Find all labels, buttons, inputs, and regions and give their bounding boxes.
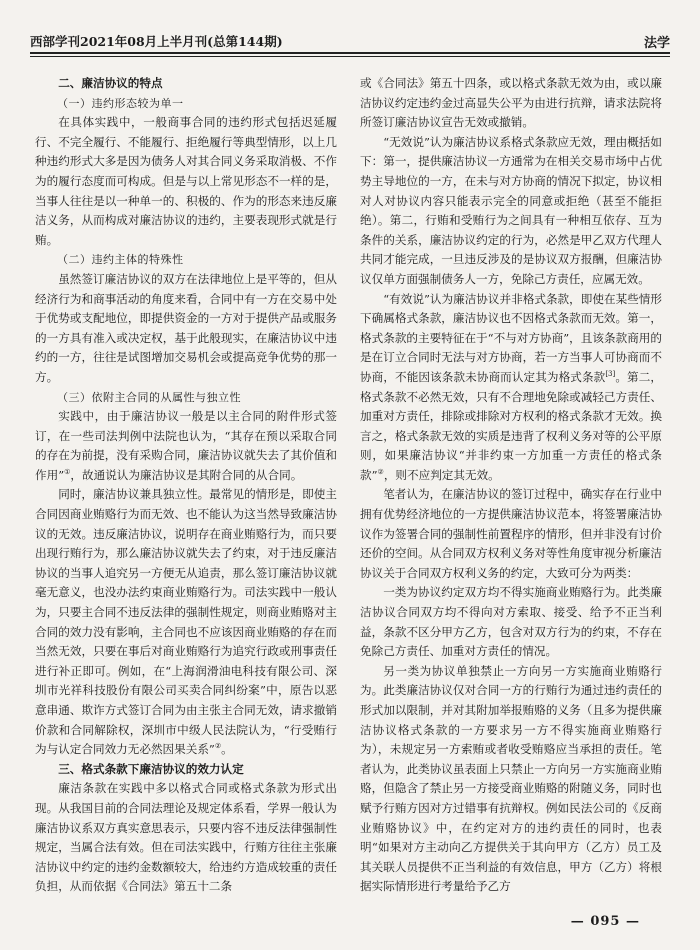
paragraph-text: 另一类为协议单独禁止一方向另一方实施商业贿赂行为。此类廉洁协议仅对合同一方的行贿行为通过违约责任的形式加以限制，并对其附加举报贿赂的义务（且多为提供廉洁协议格式条款的一方要求另一方不得实施商业贿赂行为），未规定另一方索贿或者收受贿赂应当承担的责任。笔者认为，此类协议虽表面上只禁止一方向另一方实施商业贿赂，但隐含了禁止另一方接受商业贿赂的附随义务，同时也赋予行贿方因对方过错事有抗辩权。例如民法公司的《反商业贿赂协议》中，在约定对方的违约责任的同时，也表明“如果对方主动向乙方提供关于其向甲方（乙方）员工及其关联人员提供不正当利益的有效信息，甲方（乙方）将根据实际情形进行考量给予乙方	[360, 663, 662, 894]
paragraph-text: ，则不应判定其无效。	[383, 467, 500, 482]
paragraph-text: 同时，廉洁协议兼具独立性。最常见的情形是，即使主合同因商业贿赂行为而无效、也不能认为这当然导致廉洁协议的无效。违反廉洁协议，说明存在商业贿赂行为，而只要出现行贿行为，那么廉洁协议就失去了约束，对于违反廉洁协议的当事人追究另一方便无从追责，那么签订廉洁协议就毫无意义，也没办法约束商业贿赂行为。司法实践中一般认为，只要主合同不违反法律的强制性规定，则商业贿赂对主合同的效力没有影响，主合同也不应该因商业贿赂的存在而当然无效，只要在事后对商业贿赂行为追究行政或刑事责任进行补正即可。例如，在“上海润滑油电科技有限公司、深圳市光祥科技股份有限公司买卖合同纠纷案”中，原告以恶意串通、欺诈方式签订合同为由主张主合同无效，请求撤销价款和合同解除权，深圳市中级人民法院认为，“行受贿行为与认定合同效力无必然因果关系”	[35, 487, 337, 757]
section-heading	[35, 760, 337, 780]
body-paragraph	[35, 779, 337, 897]
paragraph-text: ，故通说认为廉洁协议是其附合同的从合同。	[70, 467, 303, 482]
left-column	[35, 74, 337, 897]
paragraph-text: 一类为协议约定双方均不得实施商业贿赂行为。此类廉洁协议合同双方均不得向对方索取、接受、给予不正当利益，条款不区分甲方乙方，包含对双方行为的约束，不存在免除己方责任、加重对方责任的情况。	[360, 585, 662, 659]
paragraph-text: “无效说”认为廉洁协议系格式条款应无效，理由概括如下：第一，提供廉洁协议一方通常为在相关交易市场中占优势主导地位的一方，在未与对方协商的情况下拟定，协议相对人对协议内容只能表示完全的同意或拒绝（甚至不能拒绝）。第二，行贿和受贿行为之间具有一种相互依存、互为条件的关系，廉洁协议约定的行为，必然是甲乙双方代理人共同才能完成，一旦违反涉及的是协议双方报酬，但廉洁协议仅单方面强制债务人一方，免除己方责任，应属无效。	[360, 134, 662, 286]
body-paragraph	[35, 407, 337, 485]
page-number: — 095 —	[570, 914, 640, 929]
header-rule-thick	[30, 52, 670, 54]
subsection-heading	[35, 94, 337, 114]
journal-title: 西部学刊2021年08月上半月刊(总第144期)	[30, 34, 283, 49]
paragraph-text: 三、格式条款下廉洁协议的效力认定	[58, 761, 244, 776]
paragraph-text: （一）违约形态较为单一	[57, 96, 184, 110]
paragraph-text: “有效说”认为廉洁协议并非格式条款，即使在某些情形下确属格式条款，廉洁协议也不因格式条款而无效。第一，格式条款的主要特征在于“不与对方协商”，且该条款商用的是在订立合同时无法与对方协商，若一方当事人可协商而不协商，不能因该条款未协商而认定其为格式条款	[360, 291, 662, 384]
body-paragraph	[360, 662, 662, 897]
paragraph-text: 笔者认为，在廉洁协议的签订过程中，确实存在行业中拥有优势经济地位的一方提供廉洁协议范本，将签署廉洁协议作为签署合同的强制性前置程序的情形，但并非没有讨价还价的空间。从合同双方权利义务对等性角度审视分析廉洁协议关于合同双方权利义务的约定，大致可分为两类：	[360, 487, 662, 580]
subsection-heading	[35, 388, 337, 408]
paragraph-text: 或《合同法》第五十四条，或以格式条款无效为由，或以廉洁协议约定违约金过高显失公平为由进行抗辩，请求法院将所签订廉洁协议宣告无效或撤销。	[360, 76, 662, 130]
paragraph-text: 虽然签订廉洁协议的双方在法律地位上是平等的，但从经济行为和商事活动的角度来看，合同中有一方在交易中处于优势或支配地位，即提供资金的一方对于提供产品或服务的一方具有准入或决定权，基于此般现实，在廉洁协议中违约的一方，往往是试图增加交易机会或提高竞争优势的那一方。	[35, 271, 337, 384]
paragraph-text: 廉洁条款在实践中多以格式合同或格式条款为形式出现。从我国目前的合同法理论及规定体系看，学界一般认为廉洁协议系双方真实意思表示，只要内容不违反法律强制性规定，当属合法有效。但在司法实践中，行贿方往往主张廉洁协议中约定的违约金数额较大，给违约方造成较重的责任负担，从而依据《合同法》第五十二条	[35, 781, 337, 894]
body-paragraph	[35, 270, 337, 388]
subsection-heading	[35, 250, 337, 270]
paragraph-text: （三）依附主合同的从属性与独立性	[57, 390, 241, 404]
paragraph-text: 。	[221, 742, 233, 757]
footnote-marker: ②	[214, 742, 222, 751]
footnote-marker: ②	[377, 468, 384, 477]
paragraph-text: 二、廉洁协议的特点	[58, 76, 163, 90]
body-paragraph	[360, 290, 662, 486]
footnote-marker: ①	[64, 468, 71, 477]
section-label: 法学	[643, 36, 670, 51]
body-paragraph	[360, 485, 662, 583]
page-header	[30, 30, 670, 60]
body-paragraph	[35, 485, 337, 759]
body-paragraph	[360, 74, 662, 133]
paragraph-text: 在具体实践中，一般商事合同的违约形式包括迟延履行、不完全履行、不能履行、拒绝履行等典型情形，以上几种违约形式大多是因为债务人对其合同义务采取消极、不作为的履行态度而可构成。但是与以上常见形态不一样的是，当事人往往是以一种单一的、积极的、作为的形态来违反廉洁义务，从而构成对廉洁协议的违约，主要表现形式就是行贿。	[35, 115, 337, 247]
body-paragraph	[360, 133, 662, 290]
paragraph-text: 实践中，由于廉洁协议一般是以主合同的附件形式签订，在一些司法判例中法院也认为，“其存在预以采取合同的存在为前提，没有采购合同，廉洁协议就失去了其价值和作用”	[35, 409, 337, 482]
footnote-marker: [3]	[605, 370, 616, 379]
paragraph-text: （二）违约主体的特殊性	[57, 253, 184, 267]
header-rule-thin	[30, 56, 670, 57]
body-paragraph	[360, 583, 662, 661]
body-paragraph	[35, 113, 337, 250]
section-heading	[35, 74, 337, 94]
paragraph-text: 。第二，格式条款不必然无效，只有不合理地免除或减轻己方责任、加重对方责任，排除或排除对方权利的格式条款才无效。换言之，格式条款无效的实质是违背了权利义务对等的公平原则，如果廉洁协议“并非约束一方加重一方责任的格式条款”	[360, 369, 662, 482]
right-column	[360, 74, 662, 897]
